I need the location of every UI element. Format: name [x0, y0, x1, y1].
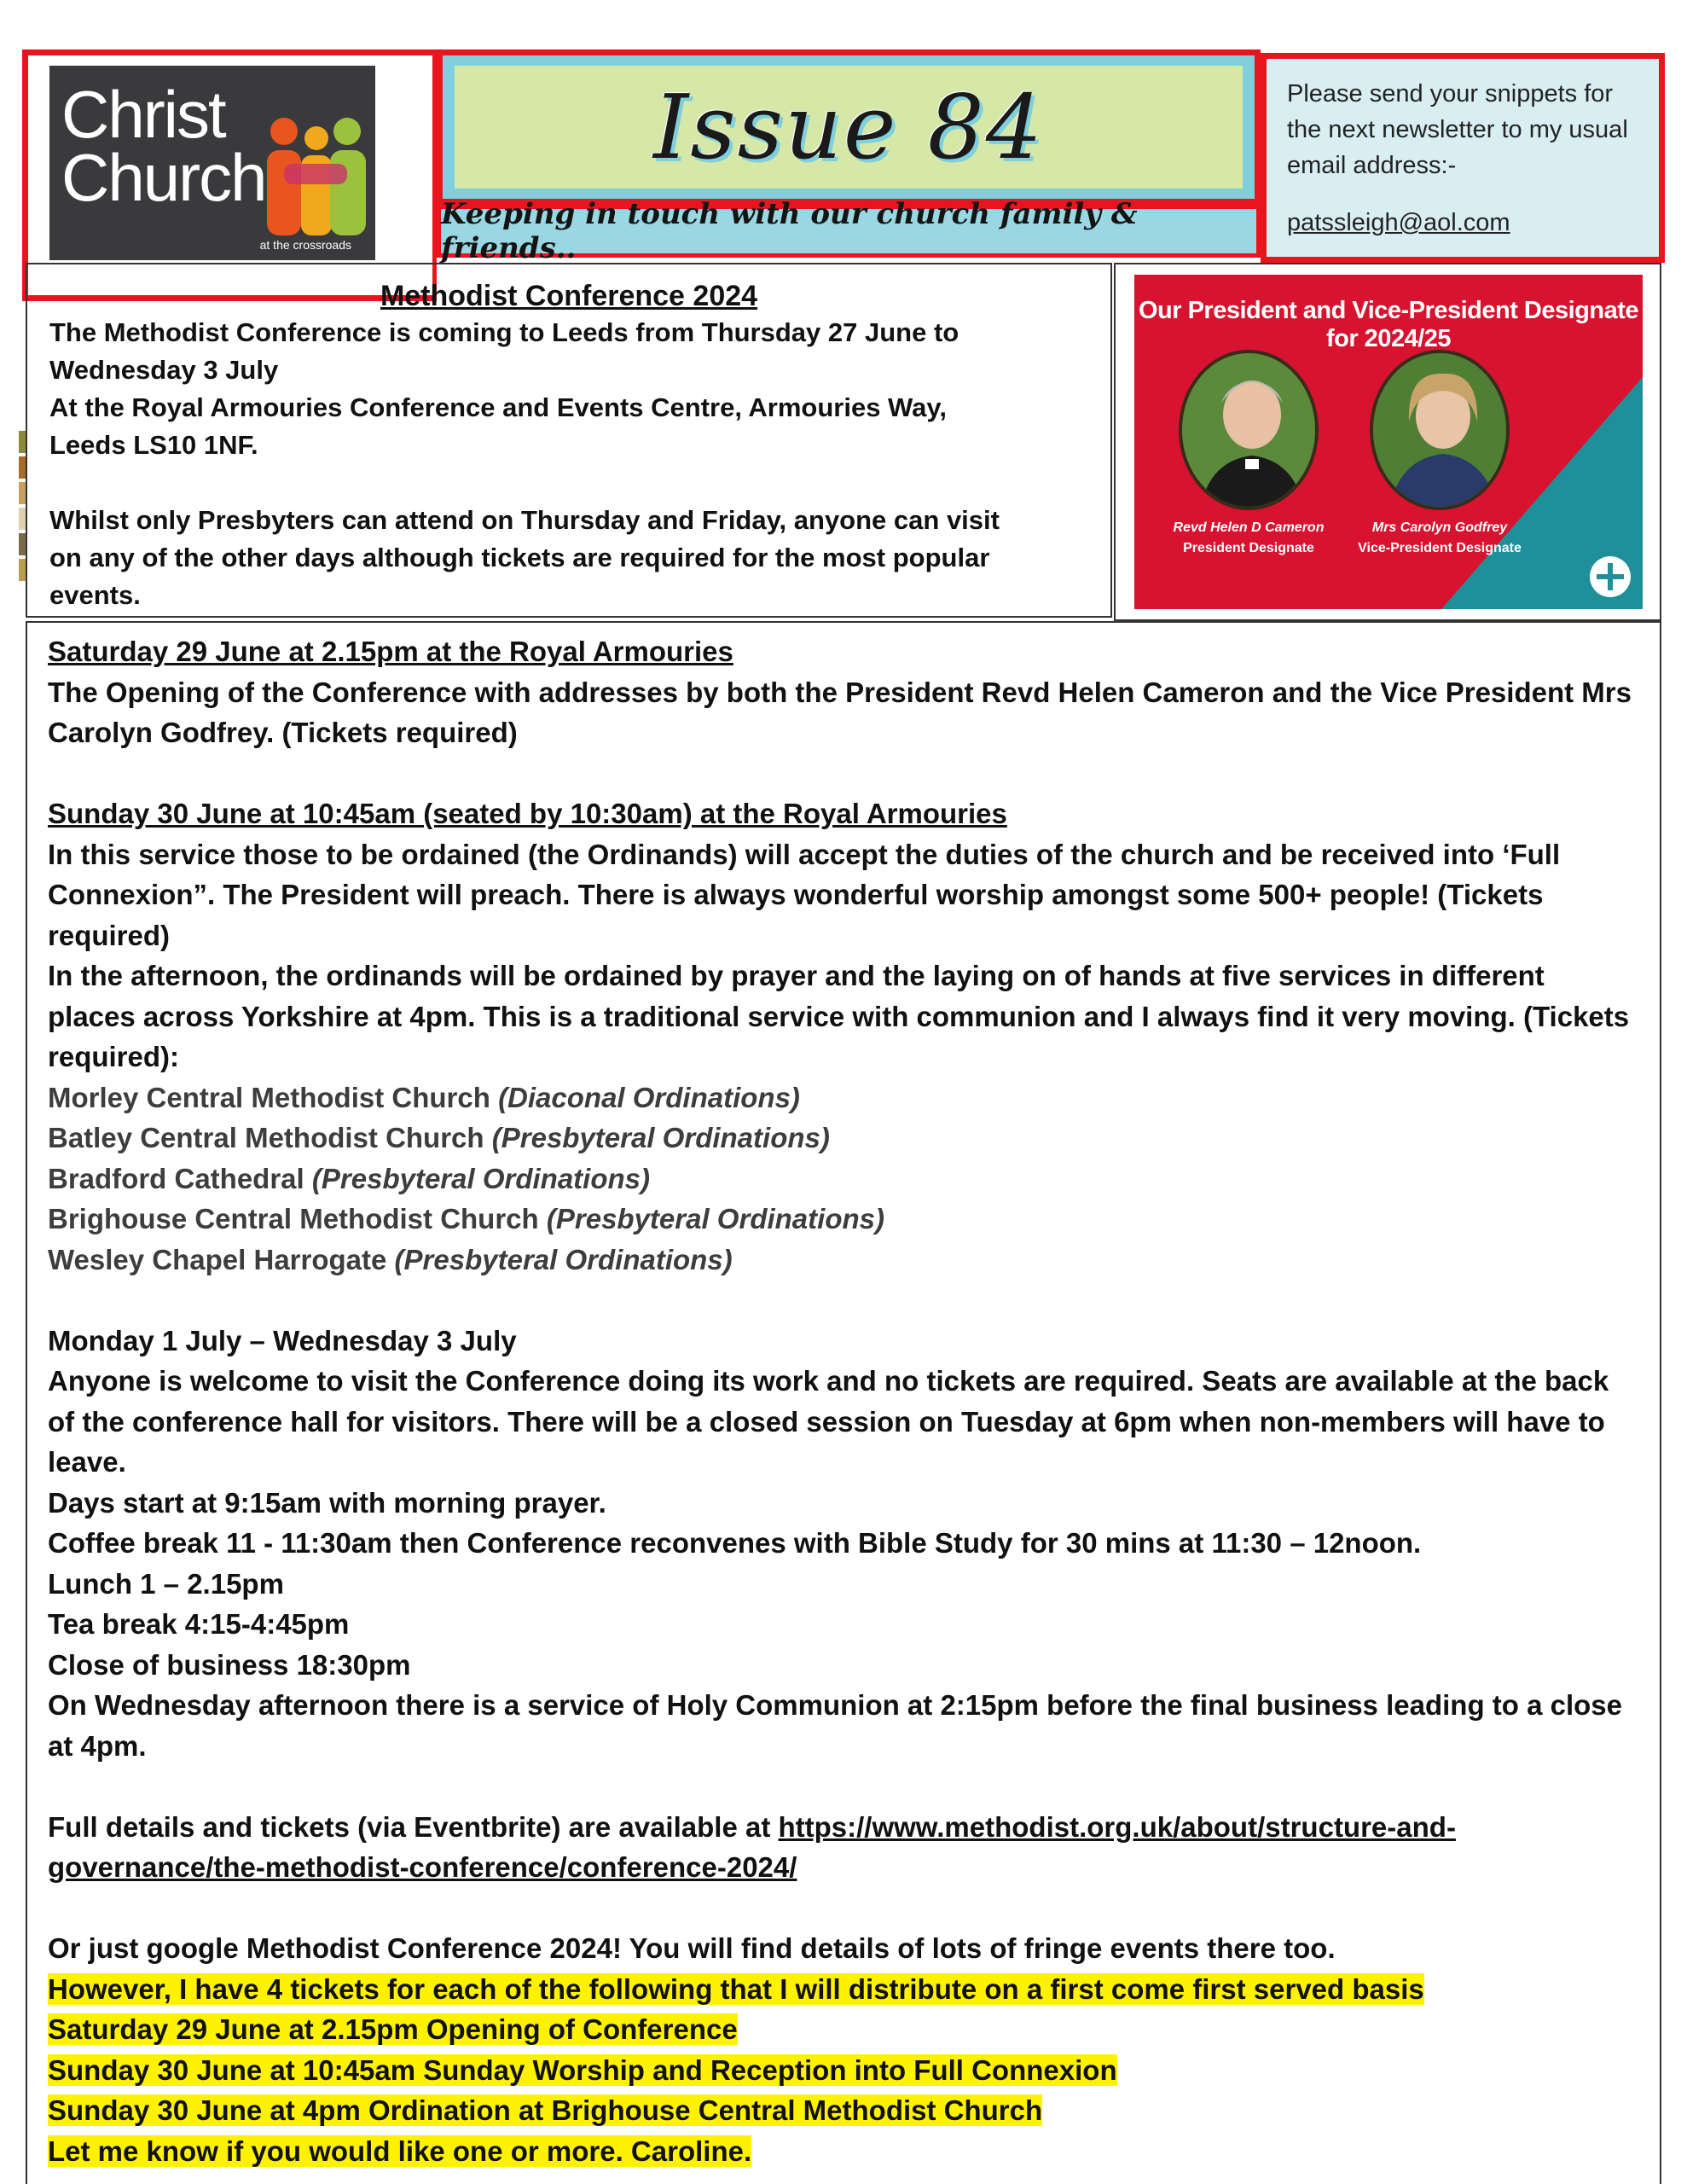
president-name: Revd Helen D Cameron	[1173, 520, 1325, 535]
schedule-item: On Wednesday afternoon there is a service of Holy Communion at 2:15pm before the final business leading to a close at 4pm.	[48, 1689, 1622, 1762]
schedule-item: Days start at 9:15am with morning prayer.	[48, 1486, 606, 1519]
tagline-strip	[437, 197, 1261, 265]
issue-title: Issue 84	[653, 75, 1044, 179]
vice-president-role: Vice-President Designate	[1358, 541, 1522, 555]
details-paragraph: Full details and tickets (via Eventbrite) are available at https://www.methodist.org.uk/about/structure-and-governance/the-methodist-conference/conference-2024/	[48, 1810, 1456, 1883]
ticket-event: Saturday 29 June at 2.15pm Opening of Conference	[48, 2013, 738, 2045]
schedule-item: Tea break 4:15-4:45pm	[48, 1608, 350, 1640]
venue-item: Wesley Chapel Harrogate (Presbyteral Ordinations)	[48, 1243, 733, 1275]
conference-link[interactable]: https://www.methodist.org.uk/about/structure-and-governance/the-methodist-conference/conference-2024/	[48, 1810, 1456, 1883]
snippets-notice	[1261, 53, 1665, 263]
intro-line: At the Royal Armouries Conference and Events Centre, Armouries Way,	[49, 392, 947, 422]
sunday-afternoon-text: In the afternoon, the ordinands will be ordained by prayer and the laying on of hands at five services in different places across Yorkshire at 4pm. This is a traditional service with communion and I always find it very moving. (Tickets required):	[48, 960, 1630, 1072]
snippets-email-link[interactable]: patssleigh@aol.com	[1287, 209, 1510, 236]
issue-banner	[437, 49, 1261, 205]
conference-intro	[26, 263, 1112, 618]
portrait-president	[1179, 350, 1319, 510]
sunday-heading: Sunday 30 June at 10:45am (seated by 10:30am) at the Royal Armouries	[48, 798, 1007, 829]
saturday-heading: Saturday 29 June at 2.15pm at the Royal Armouries	[48, 636, 733, 667]
weekday-text: Anyone is welcome to visit the Conference doing its work and no tickets are required. Seats are available at the back of the conference hall for visitors. There will be a closed session on Tuesday at 6pm when non-members will have to leave.	[48, 1365, 1609, 1478]
conference-heading: Methodist Conference 2024	[380, 280, 758, 312]
ticket-event: Sunday 30 June at 10:45am Sunday Worship and Reception into Full Connexion	[48, 2053, 1117, 2086]
ticket-offer: However, I have 4 tickets for each of the following that I will distribute on a first come first served basis	[48, 1972, 1424, 2005]
newsletter-tagline: Keeping in touch with our church family & friends..	[441, 197, 1138, 265]
logo-tagline: at the crossroads	[259, 238, 351, 252]
ticket-event: Sunday 30 June at 4pm Ordination at Brighouse Central Methodist Church	[48, 2094, 1043, 2126]
google-text: Or just google Methodist Conference 2024! You will find details of lots of fringe events there too.	[48, 1932, 1336, 1964]
venue-item: Morley Central Methodist Church (Diaconal Ordinations)	[48, 1081, 800, 1113]
schedule-item: Lunch 1 – 2.15pm	[48, 1567, 284, 1600]
ticket-signoff: Let me know if you would like one or more. Caroline.	[48, 2135, 752, 2167]
photo-title: Our President and Vice-President Designate for 2024/25	[1138, 297, 1639, 352]
intro-line: Wednesday 3 July	[49, 355, 279, 385]
venue-item: Batley Central Methodist Church (Presbyteral Ordinations)	[48, 1122, 830, 1153]
logo-wordmark: Christ Church	[61, 77, 266, 215]
conference-details	[26, 621, 1661, 2184]
intro-line: on any of the other days although tickets are required for the most popular	[49, 543, 990, 572]
president-photo-frame	[1114, 263, 1661, 621]
portrait-vice-president	[1370, 350, 1510, 510]
weekday-heading: Monday 1 July – Wednesday 3 July	[48, 1324, 517, 1356]
schedule-item: Coffee break 11 - 11:30am then Conference reconvenes with Bible Study for 30 mins at 11:30 – 12noon.	[48, 1527, 1422, 1559]
vice-president-name: Mrs Carolyn Godfrey	[1371, 520, 1508, 535]
methodist-cross-icon	[1590, 556, 1631, 597]
venue-item: Bradford Cathedral (Presbyteral Ordinations)	[48, 1162, 650, 1194]
president-photo	[1134, 275, 1643, 609]
intro-line: events.	[49, 580, 141, 610]
decorative-side-tabs	[19, 431, 26, 584]
intro-line: Whilst only Presbyters can attend on Thursday and Friday, anyone can visit	[49, 505, 1000, 535]
venue-item: Brighouse Central Methodist Church (Presbyteral Ordinations)	[48, 1203, 884, 1234]
president-role: President Designate	[1183, 541, 1314, 555]
sunday-text: In this service those to be ordained (the Ordinands) will accept the duties of the church and be received into ‘Full Connexion”. The President will preach. There is always wonderful worship amongst some 500+ people! (Tickets required)	[48, 838, 1561, 951]
intro-line: The Methodist Conference is coming to Leeds from Thursday 27 June to	[49, 317, 959, 347]
saturday-text: The Opening of the Conference with addresses by both the President Revd Helen Cameron and the Vice President Mrs Carolyn Godfrey. (Tickets required)	[48, 676, 1632, 748]
church-logo	[49, 66, 375, 260]
snippets-text: Please send your snippets for the next newsletter to my usual email address:-	[1287, 80, 1628, 179]
schedule-item: Close of business 18:30pm	[48, 1648, 411, 1681]
intro-line: Leeds LS10 1NF.	[49, 430, 258, 460]
people-figures-icon	[258, 113, 374, 241]
